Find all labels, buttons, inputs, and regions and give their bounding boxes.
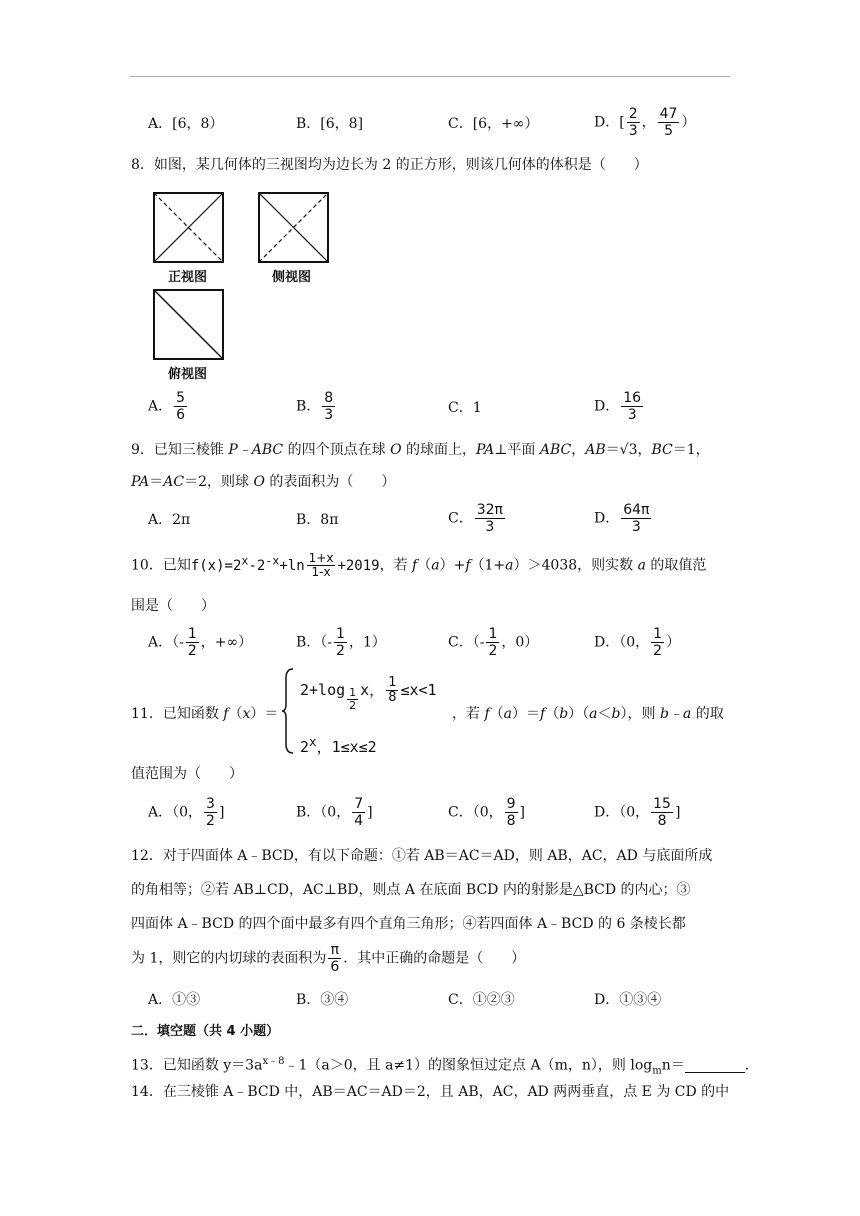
q11-line1-end: ，若 f（a）＝f（b）（a＜b），则 b﹣a 的取 <box>452 706 724 722</box>
q12-line2: 的角相等；②若 AB⊥CD，AC⊥BD，则点 A 在底面 BCD 内的射影是△BCD 的内心；③ <box>131 882 691 898</box>
q8-option-c[interactable]: C．1 <box>448 400 482 416</box>
side-view-diagram <box>258 192 330 264</box>
q13-answer-blank[interactable] <box>685 1072 745 1073</box>
q11-line2: 值范围为（ ） <box>131 766 243 782</box>
q9-line2: PA＝AC＝2，则球 O 的表面积为（ ） <box>131 474 396 490</box>
q8-option-d[interactable]: D． $\frac{16}{3}$ <box>594 390 642 423</box>
q11-option-d[interactable]: D．（0， $\frac{15}{8}$ ] <box>594 796 681 829</box>
q11-case1: 2+log $\frac{1}{2}$ x， $\frac{1}{8}$ ≤x<1 <box>300 675 437 712</box>
section-heading: 二．填空题（共 4 小题） <box>131 1024 280 1039</box>
q7-option-b[interactable]: B．[6，8] <box>296 116 364 132</box>
q10-option-a[interactable]: A．（- $\frac{1}{2}$ ，+∞） <box>148 626 253 659</box>
q12-line3: 四面体 A﹣BCD 的四个面中最多有四个直角三角形；④若四面体 A﹣BCD 的 6 条棱长都 <box>131 916 686 932</box>
q12-option-b[interactable]: B．③④ <box>296 992 349 1008</box>
q11-line1-start: 11．已知函数 f（x）＝ <box>131 706 279 722</box>
q11-case2: 2$^x$，1≤x≤2 <box>300 734 377 756</box>
q12-option-c[interactable]: C．①②③ <box>448 992 515 1008</box>
q9-option-a[interactable]: A．2π <box>148 512 191 528</box>
q7-d-prefix: D．[ <box>594 114 625 131</box>
q14-text: 14．在三棱锥 A﹣BCD 中，AB＝AC＝AD＝2，且 AB，AC，AD 两两垂直，点 E 为 CD 的中 <box>131 1084 730 1100</box>
q9-option-c[interactable]: C． $\frac{32\pi}{3}$ <box>448 502 503 535</box>
header-rule <box>130 76 730 77</box>
q11-option-b[interactable]: B．（0， $\frac{7}{4}$ ] <box>296 796 373 829</box>
q8-option-a[interactable]: A． $\frac{5}{6}$ <box>148 390 186 423</box>
side-view-label: 侧视图 <box>272 270 312 285</box>
q12-option-a[interactable]: A．①③ <box>148 992 201 1008</box>
q10-line2: 围是（ ） <box>131 598 215 614</box>
q12-option-d[interactable]: D．①③④ <box>594 992 662 1008</box>
q9-option-b[interactable]: B．8π <box>296 512 339 528</box>
q8-text: 8．如图，某几何体的三视图均为边长为 2 的正方形，则该几何体的体积是（ ） <box>131 157 648 173</box>
q10-option-b[interactable]: B．（- $\frac{1}{2}$ ，1） <box>296 626 386 659</box>
q7-option-a[interactable]: A．[6，8） <box>148 116 224 132</box>
q11-option-c[interactable]: C．（0， $\frac{9}{8}$ ] <box>448 796 526 829</box>
q8-option-b[interactable]: B． $\frac{8}{3}$ <box>296 390 334 423</box>
q11-option-a[interactable]: A．（0， $\frac{3}{2}$ ] <box>148 796 225 829</box>
q7-option-c[interactable]: C．[6，+∞） <box>448 116 539 132</box>
q9-c-frac: $\frac{32\pi}{3}$ <box>476 502 503 535</box>
q10-option-d[interactable]: D．（0， $\frac{1}{2}$ ） <box>594 626 681 659</box>
q9-d-frac: $\frac{64\pi}{3}$ <box>623 502 650 535</box>
q10-line1: 10．已知$f(x)=2^x-2^{-x}+\ln$ $\frac{1+x}{1-x}$ +2019，若 f（a）+f（1+a）＞4038，则实数 a 的取值范 <box>131 551 707 580</box>
q9-line1: 9．已知三棱锥 P﹣ABC 的四个顶点在球 O 的球面上，PA⊥平面 ABC，AB＝√3，BC＝1， <box>131 442 710 458</box>
q7-d-frac1: $\frac{2}{3}$ <box>628 106 638 139</box>
top-view-label: 俯视图 <box>168 367 208 382</box>
q8-b-frac: $\frac{8}{3}$ <box>324 390 334 423</box>
piecewise-brace <box>282 668 294 754</box>
q8-d-frac: $\frac{16}{3}$ <box>623 390 642 423</box>
q10-function: $f(x)=2^x-2^{-x}+\ln$ $\frac{1+x}{1-x}$ +2019 <box>190 551 380 580</box>
q10-option-c[interactable]: C．（- $\frac{1}{2}$ ，0） <box>448 626 539 659</box>
q12-line4: 为 1，则它的内切球的表面积为 $\frac{\pi}{6}$ ．其中正确的命题是（ ） <box>131 942 526 975</box>
front-view-diagram <box>153 192 225 264</box>
q7-d-frac2: $\frac{47}{5}$ <box>659 106 678 139</box>
q7-option-d[interactable]: D．[ $\frac{2}{3}$ ， $\frac{47}{5}$ ） <box>594 106 696 139</box>
q12-line1: 12．对于四面体 A﹣BCD，有以下命题：①若 AB＝AC＝AD，则 AB，AC，AD 与底面所成 <box>131 848 713 864</box>
top-view-diagram <box>153 289 225 361</box>
q8-a-frac: $\frac{5}{6}$ <box>176 390 186 423</box>
front-view-label: 正视图 <box>168 270 208 285</box>
q9-option-d[interactable]: D． $\frac{64\pi}{3}$ <box>594 502 650 535</box>
q13-text: 13．已知函数 $y=3a^{x﹣8}﹣1(a>0$，且 a≠1）的图象恒过定点 A（m，n），则 $\log_mn=$ ． <box>131 1056 759 1077</box>
